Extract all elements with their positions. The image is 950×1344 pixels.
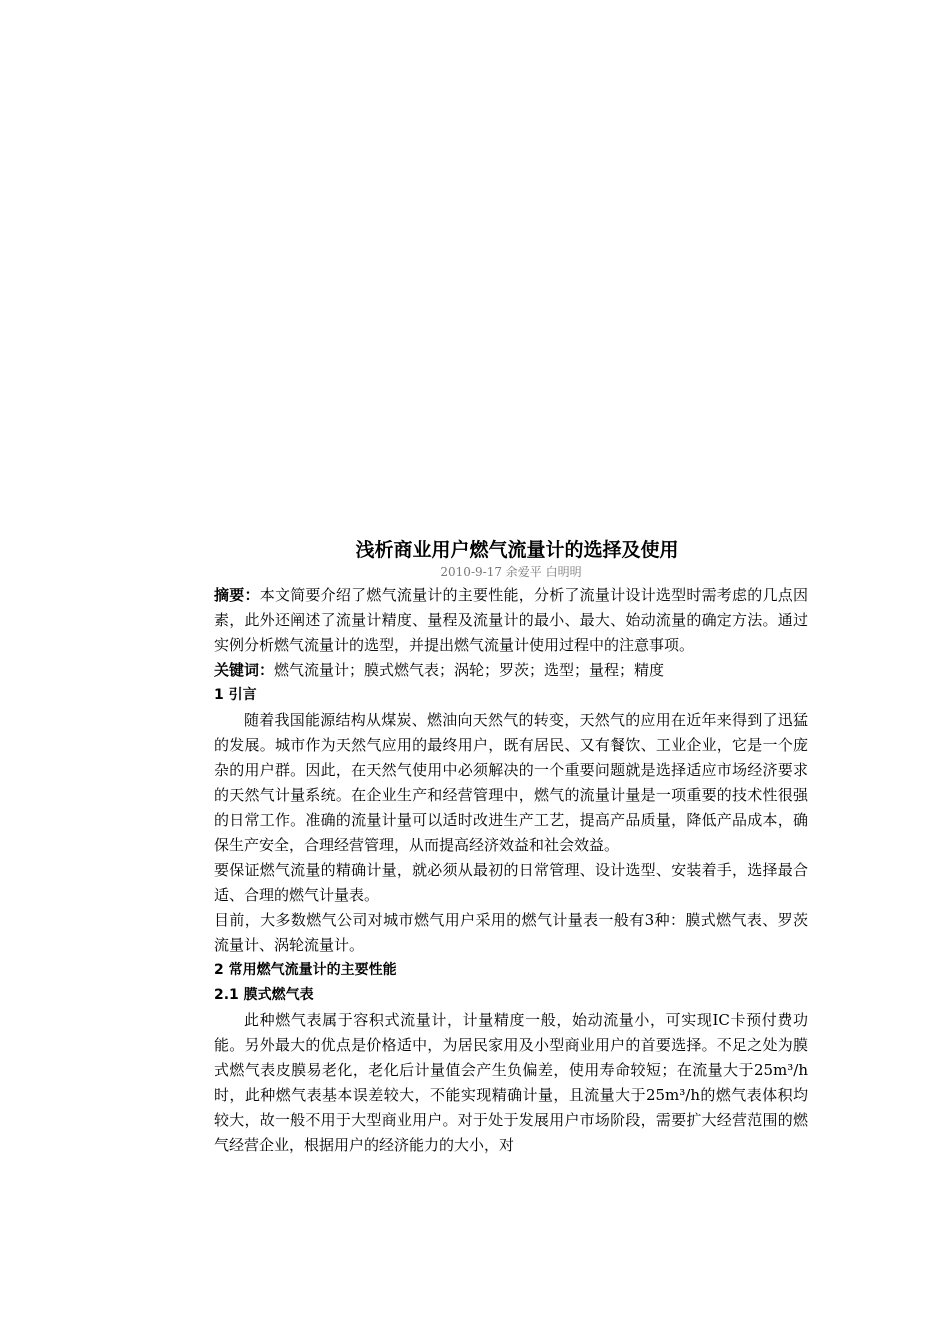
section-1-heading: 1 引言 [214, 687, 257, 703]
abstract-label: 摘要： [214, 586, 260, 604]
article-body [214, 537, 808, 1158]
section-1-paragraph-1: 随着我国能源结构从煤炭、燃油向天然气的转变，天然气的应用在近年来得到了迅猛的发展。城市作为天然气应用的最终用户，既有居民、又有餐饮、工业企业，它是一个庞杂的用户群。因此，在天然气使用中必须解决的一个重要问题就是选择适应市场经济要求的天然气计量系统。在企业生产和经营管理中，燃气的流量计量是一项重要的技术性很强的日常工作。准确的流量计量可以适时改进生产工艺，提高产品质量，降低产品成本，确保生产安全，合理经营管理，从而提高经济效益和社会效益。 [214, 711, 808, 854]
section-2-heading: 2 常用燃气流量计的主要性能 [214, 962, 397, 978]
keywords-paragraph [214, 658, 808, 683]
section-2-1-paragraph: 此种燃气表属于容积式流量计，计量精度一般，始动流量小，可实现IC卡预付费功能。另外最大的优点是价格适中，为居民家用及小型商业用户的首要选择。不足之处为膜式燃气表皮膜易老化，老化后计量值会产生负偏差，使用寿命较短；在流量大于25m³/h时，此种燃气表基本误差较大，不能实现精确计量，且流量大于25m³/h的燃气表体积均较大，故一般不用于大型商业用户。对于处于发展用户市场阶段，需要扩大经营范围的燃气经营企业，根据用户的经济能力的大小，对 [214, 1011, 808, 1154]
article-byline: 2010-9-17 余爱平 白明明 [440, 565, 582, 579]
section-2-1-heading: 2.1 膜式燃气表 [214, 987, 314, 1003]
article-title: 浅析商业用户燃气流量计的选择及使用 [355, 539, 679, 561]
abstract-text: 本文简要介绍了燃气流量计的主要性能，分析了流量计设计选型时需考虑的几点因素，此外还阐述了流量计精度、量程及流量计的最小、最大、始动流量的确定方法。通过实例分析燃气流量计的选型，并提出燃气流量计使用过程中的注意事项。 [214, 586, 808, 654]
section-1-paragraph-3: 目前，大多数燃气公司对城市燃气用户采用的燃气计量表一般有3种：膜式燃气表、罗茨流量计、涡轮流量计。 [214, 911, 808, 954]
keywords-text: 燃气流量计；膜式燃气表；涡轮；罗茨；选型；量程；精度 [274, 661, 665, 679]
section-1-paragraph-2: 要保证燃气流量的精确计量，就必须从最初的日常管理、设计选型、安装着手，选择最合适、合理的燃气计量表。 [214, 861, 808, 904]
abstract-paragraph [214, 583, 808, 658]
keywords-label: 关键词： [214, 661, 275, 679]
